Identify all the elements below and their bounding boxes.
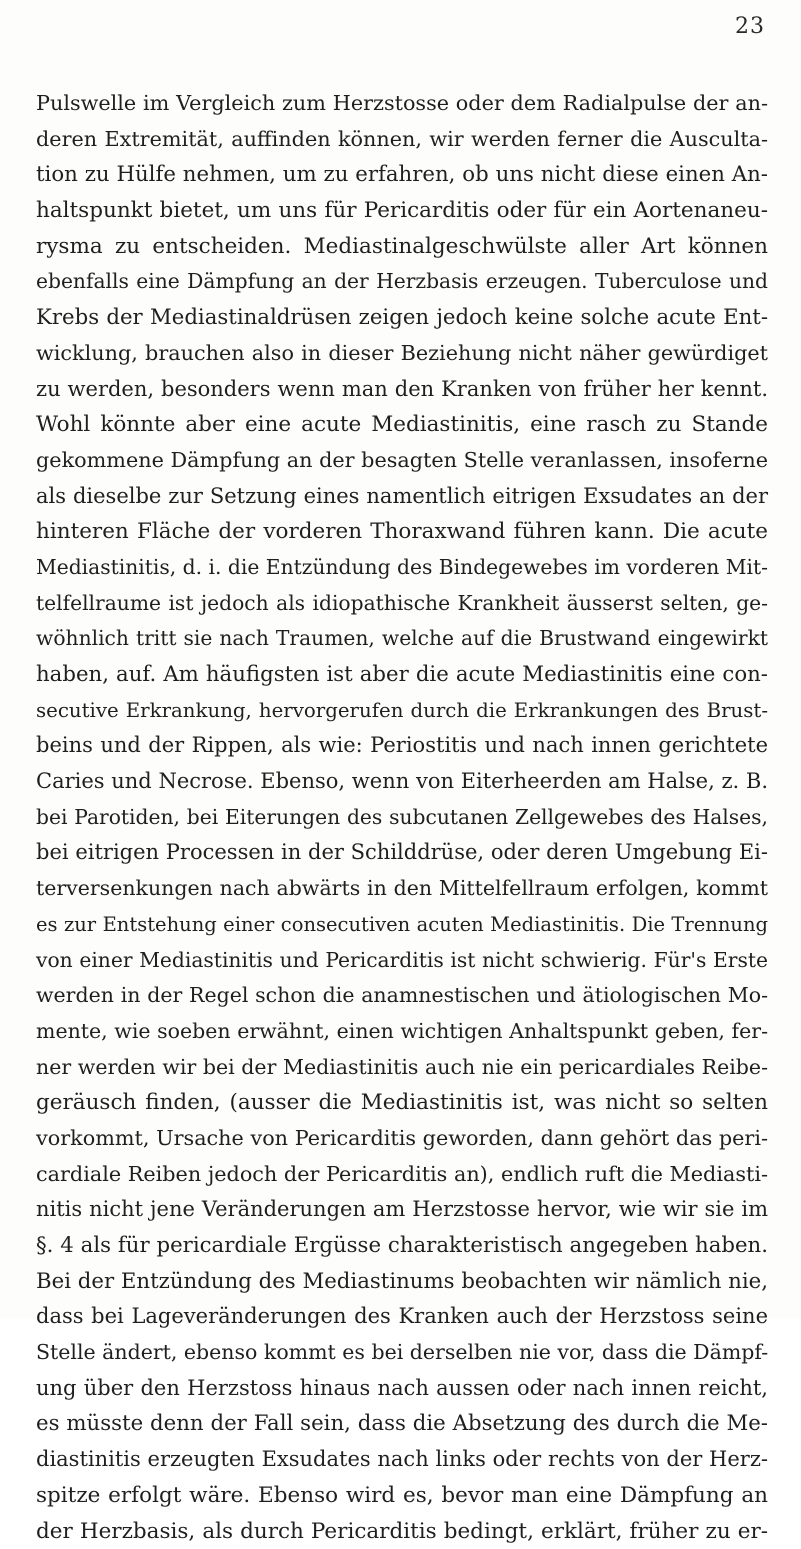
text-line: Wohl könnte aber eine acute Mediastinitis, eine rasch zu Stande xyxy=(36,407,768,443)
text-line: gekommene Dämpfung an der besagten Stelle veranlassen, insoferne xyxy=(36,443,768,479)
text-line: tion zu Hülfe nehmen, um zu erfahren, ob uns nicht diese einen An- xyxy=(36,157,768,193)
text-line: zu werden, besonders wenn man den Kranken von früher her kennt. xyxy=(36,372,768,408)
text-line: geräusch finden, (ausser die Mediastinitis ist, was nicht so selten xyxy=(36,1085,768,1121)
text-line: wicklung, brauchen also in dieser Beziehung nicht näher gewürdiget xyxy=(36,336,768,372)
text-line: der Herzbasis, als durch Pericarditis bedingt, erklärt, früher zu er- xyxy=(36,1514,768,1549)
text-line: Mediastinitis, d. i. die Entzündung des Bindegewebes im vorderen Mit- xyxy=(36,550,768,586)
text-line: secutive Erkrankung, hervorgerufen durch die Erkrankungen des Brust- xyxy=(36,693,768,729)
text-line: bei Parotiden, bei Eiterungen des subcutanen Zellgewebes des Halses, xyxy=(36,800,768,836)
text-line: telfellraume ist jedoch als idiopathische Krankheit äusserst selten, ge- xyxy=(36,586,768,622)
text-line: beins und der Rippen, als wie: Periostitis und nach innen gerichtete xyxy=(36,728,768,764)
text-line: cardiale Reiben jedoch der Pericarditis an), endlich ruft die Mediasti- xyxy=(36,1157,768,1193)
text-line: Stelle ändert, ebenso kommt es bei derselben nie vor, dass die Dämpf- xyxy=(36,1335,768,1371)
text-line: §. 4 als für pericardiale Ergüsse charakteristisch angegeben haben. xyxy=(36,1228,768,1264)
text-line: ung über den Herzstoss hinaus nach aussen oder nach innen reicht, xyxy=(36,1371,768,1407)
text-line: als dieselbe zur Setzung eines namentlich eitrigen Exsudates an der xyxy=(36,479,768,515)
text-line: terversenkungen nach abwärts in den Mittelfellraum erfolgen, kommt xyxy=(36,871,768,907)
text-line: nitis nicht jene Veränderungen am Herzstosse hervor, wie wir sie im xyxy=(36,1192,768,1228)
text-line: vorkommt, Ursache von Pericarditis geworden, dann gehört das peri- xyxy=(36,1121,768,1157)
text-line: es zur Entstehung einer consecutiven acuten Mediastinitis. Die Trennung xyxy=(36,907,768,943)
text-line: rysma zu entscheiden. Mediastinalgeschwülste aller Art können xyxy=(36,229,768,265)
text-line: Bei der Entzündung des Mediastinums beobachten wir nämlich nie, xyxy=(36,1264,768,1300)
text-line: hinteren Fläche der vorderen Thoraxwand führen kann. Die acute xyxy=(36,514,768,550)
text-line: deren Extremität, auffinden können, wir werden ferner die Ausculta- xyxy=(36,122,768,158)
text-line: werden in der Regel schon die anamnestischen und ätiologischen Mo- xyxy=(36,978,768,1014)
text-line: Krebs der Mediastinaldrüsen zeigen jedoch keine solche acute Ent- xyxy=(36,300,768,336)
text-line: es müsste denn der Fall sein, dass die Absetzung des durch die Me- xyxy=(36,1406,768,1442)
page-number: 23 xyxy=(735,14,765,39)
text-line: haltspunkt bietet, um uns für Pericarditis oder für ein Aortenaneu- xyxy=(36,193,768,229)
text-line: Pulswelle im Vergleich zum Herzstosse oder dem Radialpulse der an- xyxy=(36,86,768,122)
body-text xyxy=(36,86,768,1549)
text-line: wöhnlich tritt sie nach Traumen, welche auf die Brustwand eingewirkt xyxy=(36,621,768,657)
text-line: bei eitrigen Processen in der Schilddrüse, oder deren Umgebung Ei- xyxy=(36,835,768,871)
text-line: mente, wie soeben erwähnt, einen wichtigen Anhaltspunkt geben, fer- xyxy=(36,1014,768,1050)
text-line: dass bei Lageveränderungen des Kranken auch der Herzstoss seine xyxy=(36,1299,768,1335)
text-line: Caries und Necrose. Ebenso, wenn von Eiterheerden am Halse, z. B. xyxy=(36,764,768,800)
text-line: spitze erfolgt wäre. Ebenso wird es, bevor man eine Dämpfung an xyxy=(36,1478,768,1514)
text-line: haben, auf. Am häufigsten ist aber die acute Mediastinitis eine con- xyxy=(36,657,768,693)
text-line: ner werden wir bei der Mediastinitis auch nie ein pericardiales Reibe- xyxy=(36,1050,768,1086)
text-line: ebenfalls eine Dämpfung an der Herzbasis erzeugen. Tuberculose und xyxy=(36,264,768,300)
text-line: von einer Mediastinitis und Pericarditis ist nicht schwierig. Für's Erste xyxy=(36,943,768,979)
text-line: diastinitis erzeugten Exsudates nach links oder rechts von der Herz- xyxy=(36,1442,768,1478)
